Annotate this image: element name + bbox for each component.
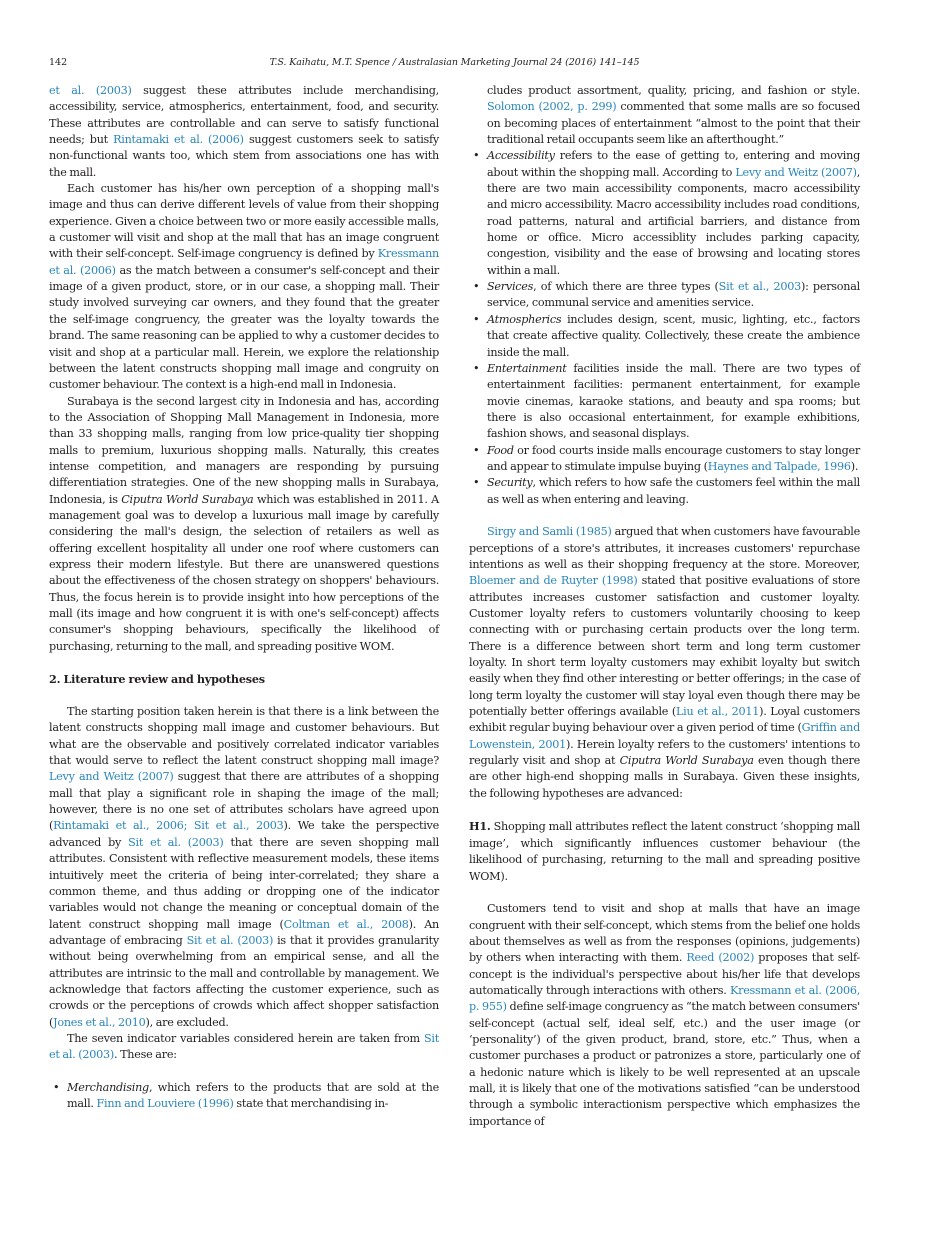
paragraph-surabaya: Surabaya is the second largest city in Indonesia and has, according to the Association of Shopping Mall Management in Indonesia, more than 33 shopping malls, ranging from low price-quality tier shopping malls to premium, luxurious shopping malls. Naturally, this creates intense competition, and managers are responding by pursuing differentiation strategies. One of the new shopping malls in Surabaya, Indonesia, is Ciputra World Surabaya which was established in 2011. A management goal was to develop a luxurious mall image by carefully considering the mall's design, the selection of retailers as well as offering excellent hospitality all under one roof where customers can express their modern lifestyle. But there are unanswered questions about the effectiveness of the chosen strategy on shoppers' behaviours. Thus, the focus herein is to provide insight into how perceptions of the mall (its image and how congruent it is with one's self-concept) affects consumer's shopping behaviours, specifically the likelihood of purchasing, returning to the mall, and spreading positive WOM.	[49, 394, 439, 653]
citation-link[interactable]: Rintamaki et al., 2006; Sit et al., 2003	[53, 819, 284, 833]
bullet-accessibility: • Accessibility refers to the ease of getting to, entering and moving about within the shopping mall. According to Levy and Weitz (2007), there are two main accessibility components, macro accessibility and micro accessibility. Macro accessibility includes road conditions, road patterns, natural and artificial barriers, and distance from home or office. Micro accessiblity includes parking capacity, congestion, visibility and the ease of browsing and locating stores within a mall.	[469, 148, 860, 279]
bullet-atmospherics: • Atmospherics includes design, scent, music, lighting, etc., factors that create affective quality. Collectively, these create the ambience inside the mall.	[469, 312, 860, 361]
citation-link[interactable]: Solomon (2002, p. 299)	[487, 100, 617, 114]
citation-link[interactable]: Sit et al., 2003	[718, 280, 801, 294]
paragraph-self-image: Each customer has his/her own perception of a shopping mall's image and thus can derive different levels of value from their shopping experience. Given a choice between two or more easily accessible malls, a customer will visit and shop at the mall that has an image congruent with their self-concept. Self-image congruency is defined by Kressmann et al. (2006) as the match between a consumer's self-concept and their image of a given product, store, or in our case, a shopping mall. Their study involved surveying car owners, and they found that the greater the self-image congruency, the greater was the loyalty towards the brand. The same reasoning can be applied to why a customer decides to visit and shop at a particular mall. Herein, we explore the relationship between the latent constructs shopping mall image and congruity on customer behaviour. The context is a high-end mall in Indonesia.	[49, 182, 440, 392]
paragraph-seven-indicators: The seven indicator variables considered herein are taken from Sit et al. (2003). These are:	[49, 1031, 439, 1062]
paragraph-merchandising-continued: cludes product assortment, quality, pricing, and fashion or style. Solomon (2002, p. 299) commented that some malls are so focused on becoming places of entertainment “almost to the point that their traditional retail occupants seem like an afterthought.”	[487, 84, 860, 147]
hypothesis-h1: H1. Shopping mall attributes reflect the latent construct ‘shopping mall image’, which significantly influences customer behaviour (the likelihood of purchasing, returning to the mall and spreading positive WOM).	[469, 819, 860, 883]
citation-link[interactable]: Bloemer and de Ruyter (1998)	[469, 574, 638, 588]
bullet-services: • Services, of which there are three types (Sit et al., 2003): personal service, communal service and amenities service.	[469, 279, 860, 312]
citation-link[interactable]: Levy and Weitz (2007)	[49, 770, 174, 784]
citation-link[interactable]: Sit et al. (2003)	[49, 1031, 439, 1062]
bullet-food: • Food or food courts inside malls encourage customers to stay longer and appear to stimulate impulse buying (Haynes and Talpade, 1996).	[469, 443, 860, 476]
citation-link[interactable]: Kressmann et al. (2006)	[49, 247, 439, 277]
citation-link[interactable]: Sit et al. (2003)	[128, 835, 224, 849]
citation-link[interactable]: Haynes and Talpade, 1996	[707, 459, 851, 473]
citation-link[interactable]: Coltman et al., 2008	[283, 917, 409, 931]
bullet-merchandising: • Merchandising, which refers to the products that are sold at the mall. Finn and Louviere (1996) state that merchandising in-	[49, 1080, 439, 1113]
citation-link[interactable]: Kressmann et al. (2006, p. 955)	[469, 983, 860, 1014]
paragraph-literature: The starting position taken herein is that there is a link between the latent constructs shopping mall image and customer behaviours. But what are the observable and positively correlated indicator variables that would serve to reflect the latent construct shopping mall image? Levy and Weitz (2007) suggest that there are attributes of a shopping mall that play a significant role in shaping the image of the mall; however, there is no one set of attributes scholars have agreed upon (Rintamaki et al., 2006; Sit et al., 2003). We take the perspective advanced by Sit et al. (2003) that there are seven shopping mall attributes. Consistent with reflective measurement models, these items intuitively meet the criteria of being inter-correlated; they share a common theme, and thus adding or dropping one of the indicator variables would not change the meaning or conceptual domain of the latent construct shopping mall image (Coltman et al., 2008). An advantage of embracing Sit et al. (2003) is that it provides granularity without being overwhelming from an empirical sense, and all the attributes are intrinsic to the mall and controllable by management. We acknowledge that factors affecting the customer experience, such as crowds or the perceptions of crowds which affect shopper satisfaction (Jones et al., 2010), are excluded.	[49, 705, 440, 1029]
bullet-security: • Security, which refers to how safe the customers feel within the mall as well as when entering and leaving.	[469, 475, 860, 508]
citation-link[interactable]: Rintamaki et al. (2006)	[113, 133, 244, 147]
citation-link[interactable]: Sit et al. (2003)	[186, 933, 274, 947]
attribute-list	[49, 1080, 439, 1113]
citation-link[interactable]: Levy and Weitz (2007)	[735, 165, 857, 179]
citation-link[interactable]: Reed (2002)	[686, 951, 755, 965]
section-heading: 2. Literature review and hypotheses	[49, 672, 265, 687]
citation-link[interactable]: Liu et al., 2011	[676, 705, 760, 719]
running-head	[49, 56, 860, 70]
bullet-entertainment: • Entertainment facilities inside the mall. There are two types of entertainment facilities: permanent entertainment, for example movie cinemas, karaoke stations, and beauty and spa rooms; but there is also occasional entertainment, for example exhibitions, fashion shows, and seasonal displays.	[469, 361, 860, 443]
right-column	[469, 83, 860, 1130]
left-column	[49, 83, 439, 1113]
paragraph-sirgy: Sirgy and Samli (1985) argued that when customers have favourable perceptions of a store's attributes, it increases customers' repurchase intentions as well as their shopping frequency at the store. Moreover, Bloemer and de Ruyter (1998) stated that positive evaluations of store attributes increases customer satisfaction and customer loyalty. Customer loyalty refers to customers voluntarily choosing to keep connecting with or purchasing certain products over the long term. There is a difference between short term and long term customer loyalty. In short term loyalty customers may exhibit loyalty but switch easily when they find other interesting or better offerings; in the case of long term loyalty the customer will stay loyal even though there may be potentially better offerings available (Liu et al., 2011). Loyal customers exhibit regular buying behaviour over a given period of time (Griffin and Lowenstein, 2001). Herein loyalty refers to the customers' intentions to regularly visit and shop at Ciputra World Surabaya even though there are other high-end shopping malls in Surabaya. Given these insights, the following hypotheses are advanced:	[469, 525, 861, 800]
hypothesis-label: H1.	[469, 819, 491, 834]
attribute-list-continued	[469, 148, 860, 508]
citation-link[interactable]: Sirgy and Samli (1985)	[487, 525, 612, 539]
citation-link[interactable]: Jones et al., 2010	[53, 1015, 146, 1029]
citation-link[interactable]: Finn and Louviere (1996)	[96, 1097, 234, 1111]
paragraph-intro: et al. (2003) suggest these attributes include merchandising, accessibility, service, atmospherics, entertainment, food, and security. These attributes are controllable and can serve to satisfy functional needs; but Rintamaki et al. (2006) suggest customers seek to satisfy non-functional wants too, which stem from associations one has with the mall.	[49, 84, 439, 179]
citation-link[interactable]: Griffin and Lowenstein, 2001	[469, 721, 860, 751]
paragraph-self-concept: Customers tend to visit and shop at malls that have an image congruent with their self-concept, which stems from the belief one holds about themselves as well as from the responses (opinions, judgements) by others when interacting with them. Reed (2002) proposes that self-concept is the individual's perspective about his/her life that develops automatically through interactions with others. Kressmann et al. (2006, p. 955) define self-image congruency as “the match between consumers' self-concept (actual self, ideal self, etc.) and the user image (or ‘personality’) of the given product, brand, store, etc.” Thus, when a customer purchases a product or patronizes a store, particularly one of a hedonic nature which is likely to be well represented at an upscale mall, it is likely that one of the motivations satisfied “can be understood through a symbolic interactionism perspective which emphasizes the importance of	[469, 902, 861, 1128]
page-number: 142	[49, 57, 68, 68]
running-title: T.S. Kaihatu, M.T. Spence / Australasian Marketing Journal 24 (2016) 141–145	[269, 57, 640, 68]
citation-link[interactable]: et al. (2003)	[49, 84, 132, 97]
